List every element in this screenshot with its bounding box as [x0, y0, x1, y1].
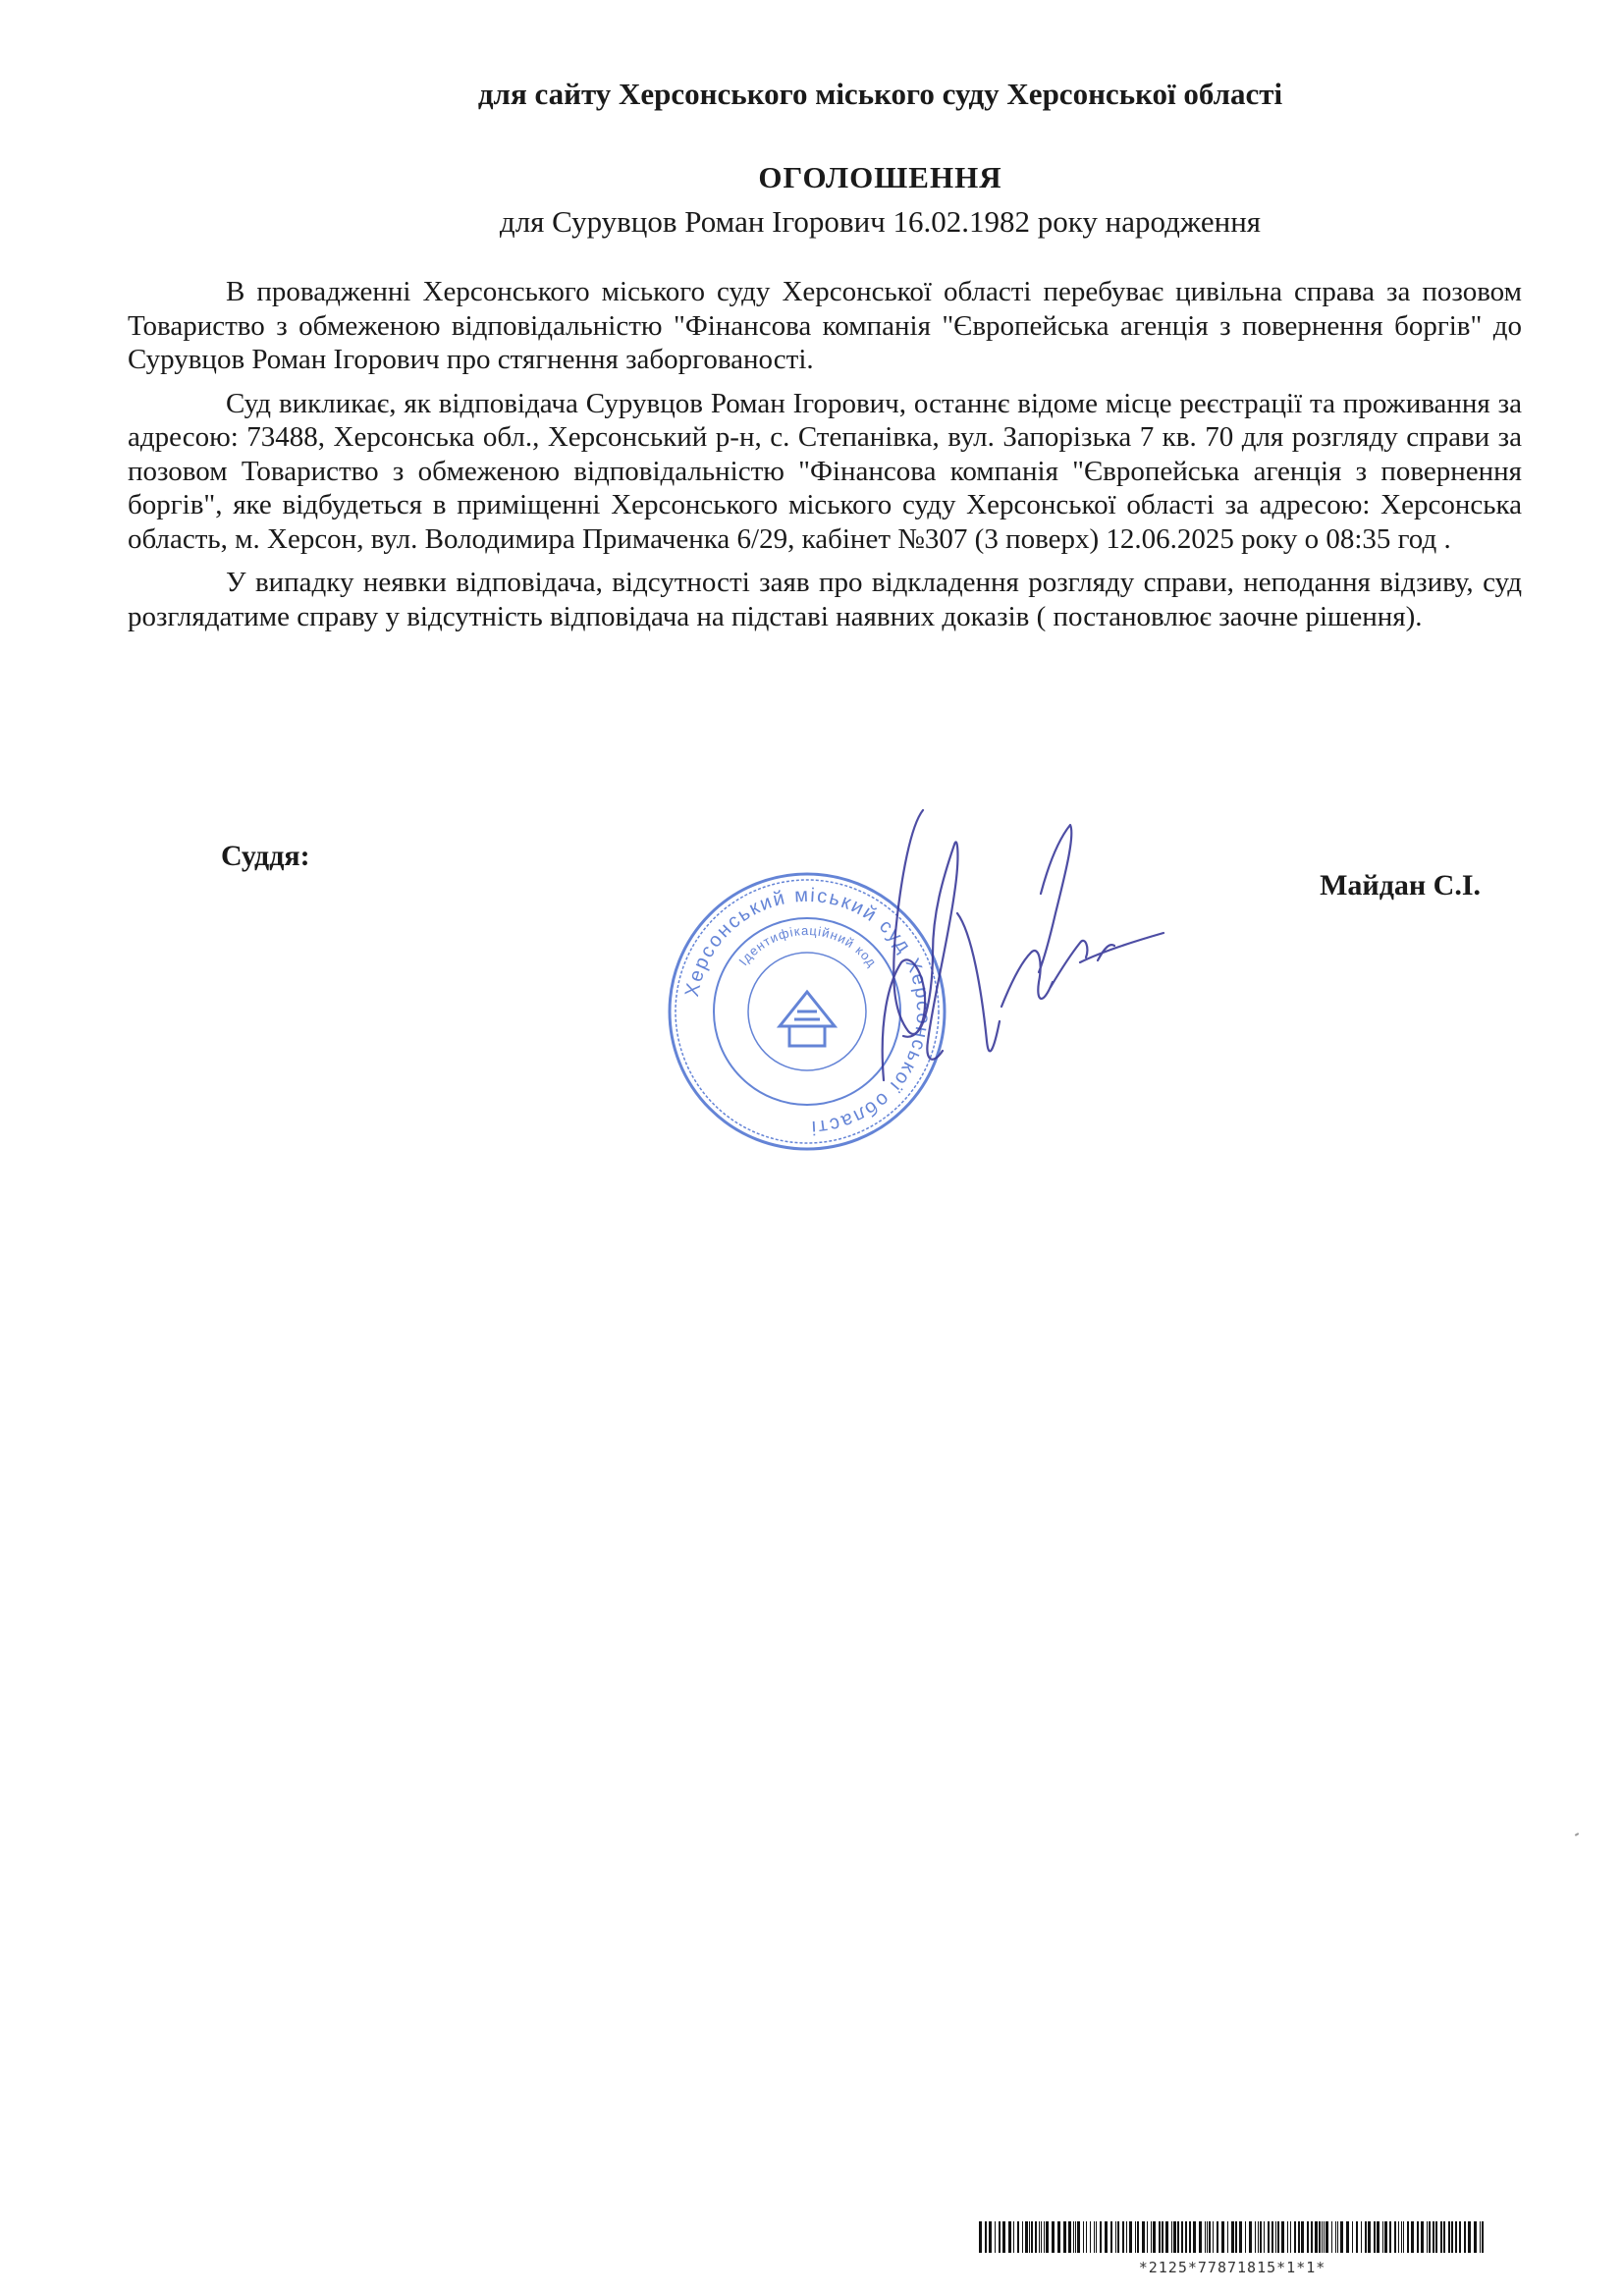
barcode-bar: [1171, 2221, 1172, 2253]
barcode-bar: [1474, 2221, 1477, 2253]
barcode-bar: [1319, 2221, 1321, 2253]
barcode-bar: [1429, 2221, 1431, 2253]
barcode-bar: [1374, 2221, 1376, 2253]
barcode-bar: [1117, 2221, 1119, 2253]
barcode-bar: [1159, 2221, 1161, 2253]
barcode-bar: [999, 2221, 1001, 2253]
barcode-bar: [1335, 2221, 1336, 2253]
barcode-bar: [1459, 2221, 1461, 2253]
barcode-bar: [1094, 2221, 1095, 2253]
barcode-bar: [1063, 2221, 1066, 2253]
barcode-bar: [1068, 2221, 1071, 2253]
barcode-bar: [1277, 2221, 1279, 2253]
barcode-bar: [1255, 2221, 1256, 2253]
barcode-bar: [1199, 2221, 1202, 2253]
barcode-bar: [1142, 2221, 1145, 2253]
barcode-bar: [1035, 2221, 1037, 2253]
barcode-bar: [1235, 2221, 1237, 2253]
barcode-bar: [1361, 2221, 1362, 2253]
barcode-bar: [1287, 2221, 1288, 2253]
barcode-bar: [1193, 2221, 1196, 2253]
document-body: [128, 275, 1522, 643]
barcode-bar: [1209, 2221, 1211, 2253]
barcode-bar: [1151, 2221, 1152, 2253]
barcode-bar: [1025, 2221, 1028, 2253]
barcode-bar: [1227, 2221, 1228, 2253]
barcode-bar: [1075, 2221, 1076, 2253]
barcode-bar: [1189, 2221, 1191, 2253]
judge-label: Суддя:: [221, 840, 310, 872]
barcode-bar: [1337, 2221, 1338, 2253]
barcode-bar: [1096, 2221, 1097, 2253]
barcode-bar: [1417, 2221, 1419, 2253]
barcode-bar: [1443, 2221, 1445, 2253]
barcode-bar: [1315, 2221, 1318, 2253]
barcode-bar: [1205, 2221, 1206, 2253]
barcode-bar: [1221, 2221, 1224, 2253]
barcode-bar: [1147, 2221, 1148, 2253]
barcode-bar: [1268, 2221, 1270, 2253]
barcode-bar: [1008, 2221, 1011, 2253]
barcode-bar: [1185, 2221, 1187, 2253]
barcode-bar: [1433, 2221, 1434, 2253]
barcode-bar: [1052, 2221, 1055, 2253]
barcode-bar: [1057, 2221, 1060, 2253]
barcode-bar: [1468, 2221, 1471, 2253]
barcode-bar: [1173, 2221, 1176, 2253]
barcode-bar: [1451, 2221, 1453, 2253]
barcode-bar: [1427, 2221, 1428, 2253]
barcode-bar: [1073, 2221, 1074, 2253]
barcode-bar: [1231, 2221, 1234, 2253]
barcode-bar: [979, 2221, 982, 2253]
signature-graphic: [785, 786, 1168, 1120]
barcode-bar: [1264, 2221, 1265, 2253]
barcode-bar: [1281, 2221, 1284, 2253]
barcode-bar: [1181, 2221, 1183, 2253]
barcode-bar: [1421, 2221, 1424, 2253]
barcode-bar: [1137, 2221, 1139, 2253]
barcode-bar: [1002, 2221, 1005, 2253]
barcode-bar: [1115, 2221, 1116, 2253]
barcode-bar: [1153, 2221, 1156, 2253]
seal-outer-text: Херсонський міський суд Херсонської області: [680, 884, 935, 1139]
barcode-bar: [1356, 2221, 1358, 2253]
barcode-bar: [1384, 2221, 1387, 2253]
barcode-bar: [985, 2221, 987, 2253]
barcode-bar: [1271, 2221, 1273, 2253]
barcode-bar: [1041, 2221, 1042, 2253]
barcode-bar: [1031, 2221, 1033, 2253]
barcode-bar: [1365, 2221, 1367, 2253]
barcode-bar: [1290, 2221, 1291, 2253]
barcode-bar: [1403, 2221, 1404, 2253]
barcode-bar: [1105, 2221, 1108, 2253]
barcode-bar: [1340, 2221, 1343, 2253]
barcode-bar: [1029, 2221, 1030, 2253]
barcode-bar: [1249, 2221, 1252, 2253]
barcode-bar: [1077, 2221, 1080, 2253]
document-title: ОГОЛОШЕННЯ: [758, 160, 1002, 194]
barcode-bar: [1258, 2221, 1259, 2253]
site-header-line: для сайту Херсонського міського суду Херсонської області: [477, 77, 1283, 111]
barcode-bar: [1122, 2221, 1124, 2253]
barcode-bar: [1110, 2221, 1112, 2253]
barcode-bar: [1245, 2221, 1246, 2253]
barcode-bar: [1331, 2221, 1332, 2253]
barcode-bar: [1298, 2221, 1300, 2253]
barcode-bar: [1407, 2221, 1409, 2253]
scan-speck: [1575, 1832, 1579, 1836]
barcode-bar: [1455, 2221, 1457, 2253]
barcode-bar: [1448, 2221, 1450, 2253]
barcode-bar: [1126, 2221, 1127, 2253]
barcode-bar: [1275, 2221, 1276, 2253]
seal-inner-text: Ідентифікаційний код: [735, 922, 881, 970]
barcode-bar: [1398, 2221, 1399, 2253]
barcode-bar: [1346, 2221, 1349, 2253]
judge-signature: [785, 786, 1168, 1120]
barcode-bar: [1013, 2221, 1014, 2253]
paragraph-summons: Суд викликає, як відповідача Сурувцов Роман Ігорович, останнє відоме місце реєстрації та проживання за адресою: 73488, Херсонська обл., Херсонський р-н, с. Степанівка, вул. Запорізька 7 кв. 70 для розгляду справи за позовом Товариство з обмеженою відповідальністю "Фінансова компанія "Європейська агенція з повернення боргів", яке відбудеться в приміщенні Херсонського міського суду Херсонської області за адресою: Херсонська область, м. Херсон, вул. Володимира Примаченка 6/29, кабінет №307 (3 поверх) 12.06.2025 року о 08:35 год .: [128, 387, 1522, 555]
barcode-bar: [1435, 2221, 1437, 2253]
barcode-bar: [1307, 2221, 1309, 2253]
barcode-bar: [1301, 2221, 1304, 2253]
barcode-bar: [1129, 2221, 1132, 2253]
barcode-bar: [1294, 2221, 1296, 2253]
barcode-bar: [1352, 2221, 1353, 2253]
barcode-bar: [1401, 2221, 1402, 2253]
barcode-bar: [1083, 2221, 1084, 2253]
document-barcode: [977, 2221, 1488, 2290]
barcode-bar: [1162, 2221, 1163, 2253]
barcode-bar: [1324, 2221, 1325, 2253]
barcode-bar: [1482, 2221, 1484, 2253]
barcode-bar: [1239, 2221, 1242, 2253]
barcode-icon: [977, 2221, 1488, 2255]
barcode-bar: [1044, 2221, 1045, 2253]
barcode-bar: [1177, 2221, 1179, 2253]
barcode-bar: [1260, 2221, 1262, 2253]
barcode-bar: [995, 2221, 996, 2253]
barcode-bar: [1039, 2221, 1040, 2253]
barcode-bar: [1325, 2221, 1328, 2253]
barcode-bar: [1207, 2221, 1208, 2253]
barcode-bar: [1322, 2221, 1323, 2253]
barcode-bar: [1100, 2221, 1102, 2253]
barcode-bar: [1464, 2221, 1466, 2253]
barcode-bar: [1311, 2221, 1313, 2253]
paragraph-case-info: В провадженні Херсонського міського суду Херсонської області перебуває цивільна справа за позовом Товариство з обмеженою відповідальністю "Фінансова компанія "Європейська агенція з повернення боргів" до Сурувцов Роман Ігорович про стягнення заборгованості.: [128, 276, 1522, 375]
barcode-bar: [1135, 2221, 1136, 2253]
barcode-bar: [1017, 2221, 1019, 2253]
barcode-bar: [1165, 2221, 1168, 2253]
barcode-bar: [1394, 2221, 1396, 2253]
barcode-bar: [1382, 2221, 1383, 2253]
barcode-bar: [1368, 2221, 1371, 2253]
barcode-bar: [1377, 2221, 1380, 2253]
barcode-bar: [1480, 2221, 1481, 2253]
barcode-bar: [989, 2221, 992, 2253]
barcode-bar: [1389, 2221, 1391, 2253]
paragraph-absence-warning: У випадку неявки відповідача, відсутності заяв про відкладення розгляду справи, неподання відзиву, суд розглядатиме справу у відсутність відповідача на підставі наявних доказів ( постановлює заочне рішення).: [128, 567, 1522, 632]
barcode-bar: [1022, 2221, 1023, 2253]
barcode-bar: [1086, 2221, 1087, 2253]
document-subtitle: для Сурувцов Роман Ігорович 16.02.1982 року народження: [499, 204, 1262, 239]
barcode-number: *2125*77871815*1*1*: [1138, 2259, 1326, 2276]
barcode-bar: [1213, 2221, 1214, 2253]
barcode-bar: [1046, 2221, 1049, 2253]
barcode-bar: [1440, 2221, 1442, 2253]
barcode-bar: [1217, 2221, 1218, 2253]
barcode-bar: [1411, 2221, 1414, 2253]
judge-name: Майдан С.І.: [1320, 869, 1481, 902]
barcode-bar: [1090, 2221, 1091, 2253]
